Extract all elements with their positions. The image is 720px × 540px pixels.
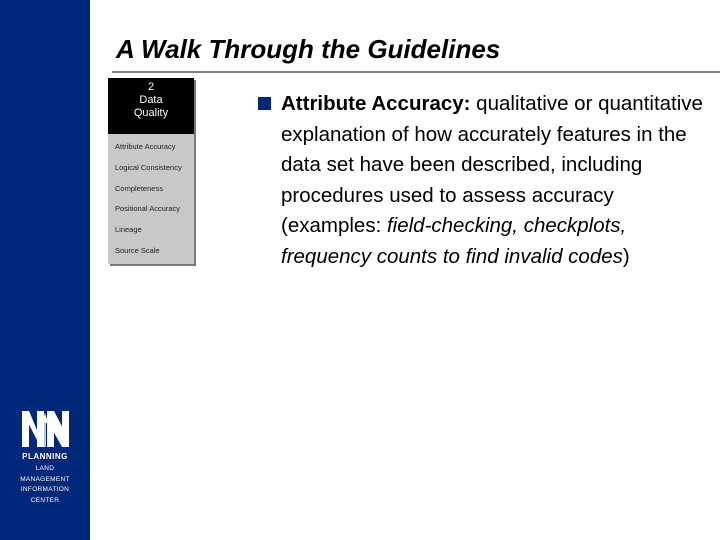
logo-line: INFORMATION [20,486,70,493]
data-quality-nav-panel [108,78,194,264]
nav-item-attribute-accuracy[interactable]: Attribute Accuracy [115,142,176,151]
nav-item-positional-accuracy[interactable]: Positional Accuracy [115,204,181,214]
mn-planning-logo [0,408,90,506]
bullet-colon: : [463,92,471,115]
mn-logo-icon [20,408,70,450]
bullet-description: qualitative or quantitative explanation of how accurately features in the data set have been described, including procedures used to assess accuracy ( [281,92,703,237]
bullet-close-paren: ) [622,244,630,268]
square-bullet-icon [258,97,271,110]
logo-line: MANAGEMENT [20,475,70,483]
nav-item-source-scale[interactable]: Source Scale [115,245,160,255]
slide-title: A Walk Through the Guidelines [116,34,501,64]
nav-header-line: Quality [133,107,169,119]
nav-item-completeness[interactable]: Completeness [115,183,163,193]
logo-line: LAND [35,465,55,472]
nav-header [108,78,194,134]
nav-item-lineage[interactable]: Lineage [115,225,142,235]
examples-list: field-checking, checkplots, frequency counts to find invalid codes [281,214,627,268]
nav-item-logical-consistency[interactable]: Logical Consistency [115,162,182,172]
nav-list [108,134,194,262]
nav-header-line: Data [139,94,163,106]
bullet-point [258,89,708,272]
bullet-text [281,89,708,272]
nav-header-number: 2 [147,81,155,93]
examples-label: examples: [287,214,387,237]
logo-planning-text: PLANNING [22,452,68,461]
title-divider [112,71,720,73]
left-sidebar [0,0,90,540]
bullet-label: Attribute Accuracy [281,92,464,115]
logo-subtitle [0,464,90,506]
logo-line: CENTER [30,496,60,504]
